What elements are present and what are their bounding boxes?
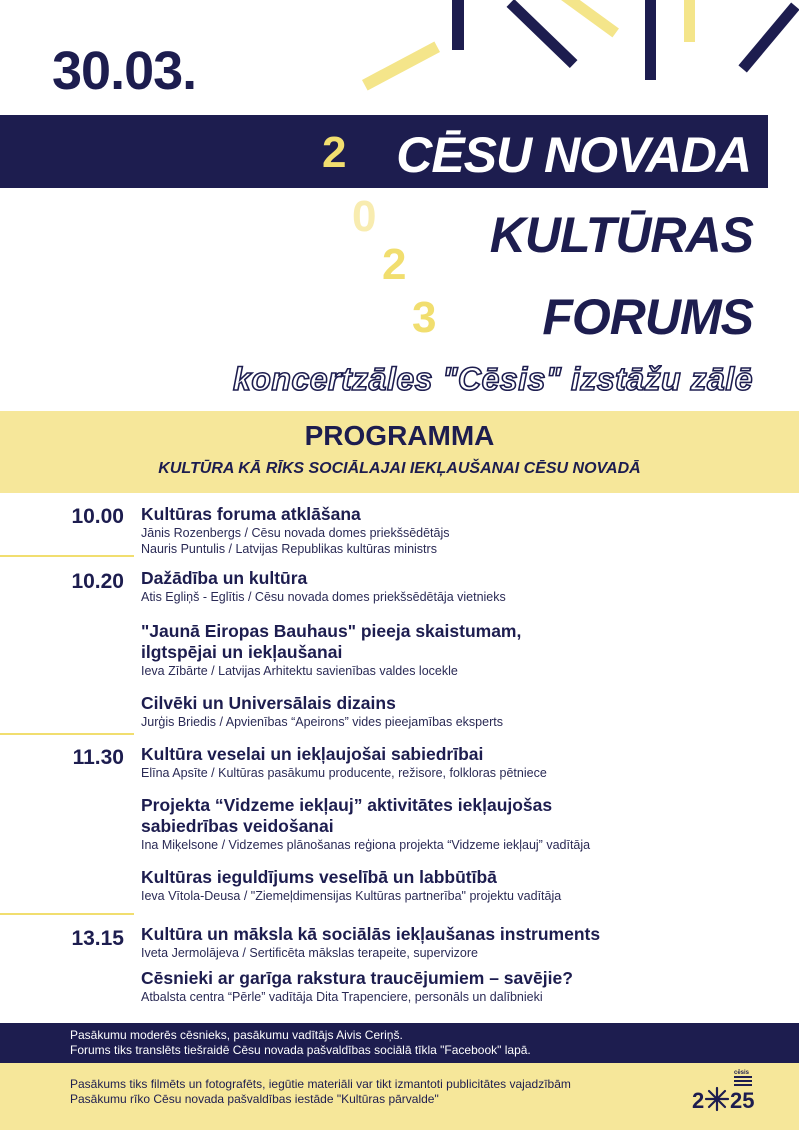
year-digit: 3 [412, 293, 437, 342]
talk-title: Kultūra un māksla kā sociālās iekļaušanas instruments [141, 924, 601, 944]
talk-title: ilgtspējai un iekļaušanai [141, 642, 343, 662]
program-heading: PROGRAMMA [304, 420, 495, 451]
talk-title: Kultūra veselai un iekļaujošai sabiedrībai [141, 744, 484, 764]
decor-stroke [362, 41, 440, 90]
talk-title: Cilvēki un Universālais dizains [141, 693, 396, 713]
decor-stroke [452, 0, 464, 50]
talk-speaker: Ieva Vītola-Deusa / "Ziemeļdimensijas Kultūras partnerība" projektu vadītāja [141, 889, 562, 903]
program-item [141, 504, 761, 557]
footer-note: Forums tiks translēts tiešraidē Cēsu novada pašvaldības sociālā tīkla "Facebook" lapā. [70, 1043, 531, 1057]
program-item [141, 867, 761, 904]
decor-stroke [559, 0, 619, 37]
time-separator [0, 913, 134, 915]
talk-speaker: Elīna Apsīte / Kultūras pasākumu producente, režisore, folkloras pētniece [141, 766, 547, 780]
program-item [141, 744, 761, 781]
time-separator [0, 555, 134, 557]
time-slot: 11.30 [72, 746, 124, 769]
talk-speaker: Nauris Puntulis / Latvijas Republikas kultūras ministrs [141, 542, 437, 556]
talk-title: Dažādība un kultūra [141, 568, 308, 588]
talk-title: Kultūras foruma atklāšana [141, 504, 361, 524]
talk-title: Cēsnieki ar garīga rakstura traucējumiem – savējie? [141, 968, 573, 988]
program-item [141, 621, 761, 679]
time-slot: 10.20 [71, 570, 124, 593]
talk-title: Projekta “Vidzeme iekļauj” aktivitātes iekļaujošas [141, 795, 553, 815]
decor-stroke [684, 0, 695, 42]
talk-title: "Jaunā Eiropas Bauhaus" pieeja skaistumam, [141, 621, 522, 641]
cesis-2025-logo [690, 1066, 770, 1112]
svg-text:2: 2 [692, 1088, 705, 1112]
title-line-3: FORUMS [542, 289, 753, 345]
year-digit: 2 [322, 128, 347, 177]
footer-note: Pasākumu moderēs cēsnieks, pasākumu vadītājs Aivis Ceriņš. [70, 1028, 403, 1042]
time-slot: 13.15 [71, 927, 124, 950]
program-subtitle: KULTŪRA KĀ RĪKS SOCIĀLAJAI IEKĻAUŠANAI CĒSU NOVADĀ [158, 460, 641, 477]
program-item [141, 968, 761, 1005]
title-line-1: CĒSU NOVADA [396, 127, 751, 183]
decor-stroke [507, 0, 578, 68]
event-date: 30.03. [52, 41, 197, 101]
decor-stroke [645, 0, 656, 80]
time-slot: 10.00 [71, 505, 124, 528]
year-digit: 2 [382, 240, 407, 289]
decor-stroke [738, 3, 799, 73]
footer-note: Pasākumu rīko Cēsu novada pašvaldības iestāde "Kultūras pārvalde" [70, 1092, 439, 1106]
talk-speaker: Atis Egliņš - Eglītis / Cēsu novada domes priekšsēdētāja vietnieks [141, 590, 506, 604]
talk-title: sabiedrības veidošanai [141, 816, 334, 836]
program-item [141, 568, 761, 605]
year-digit: 0 [352, 192, 377, 241]
talk-speaker: Atbalsta centra “Pērle” vadītāja Dita Trapenciere, personāls un dalībnieki [141, 990, 543, 1004]
time-separator [0, 733, 134, 735]
talk-speaker: Iveta Jermolājeva / Sertificēta mākslas terapeite, supervizore [141, 946, 478, 960]
program-item [141, 924, 761, 961]
program-item [141, 693, 761, 730]
svg-text:25: 25 [730, 1088, 755, 1112]
talk-speaker: Jānis Rozenbergs / Cēsu novada domes priekšsēdētājs [141, 526, 450, 540]
talk-speaker: Ina Miķelsone / Vidzemes plānošanas reģiona projekta “Vidzeme iekļauj” vadītāja [141, 838, 591, 852]
program-item [141, 795, 761, 853]
footer-note: Pasākums tiks filmēts un fotografēts, iegūtie materiāli var tikt izmantoti publicitātes vajadzībām [70, 1077, 571, 1091]
logo-small-text: cēsis [734, 1070, 750, 1076]
talk-speaker: Ieva Zībārte / Latvijas Arhitektu savienības valdes locekle [141, 664, 458, 678]
talk-title: Kultūras ieguldījums veselībā un labbūtībā [141, 867, 497, 887]
title-line-2: KULTŪRAS [489, 207, 753, 263]
venue: koncertzāles "Cēsis" izstāžu zālē [233, 361, 753, 397]
talk-speaker: Jurģis Briedis / Apvienības “Apeirons” vides pieejamības eksperts [141, 715, 503, 729]
